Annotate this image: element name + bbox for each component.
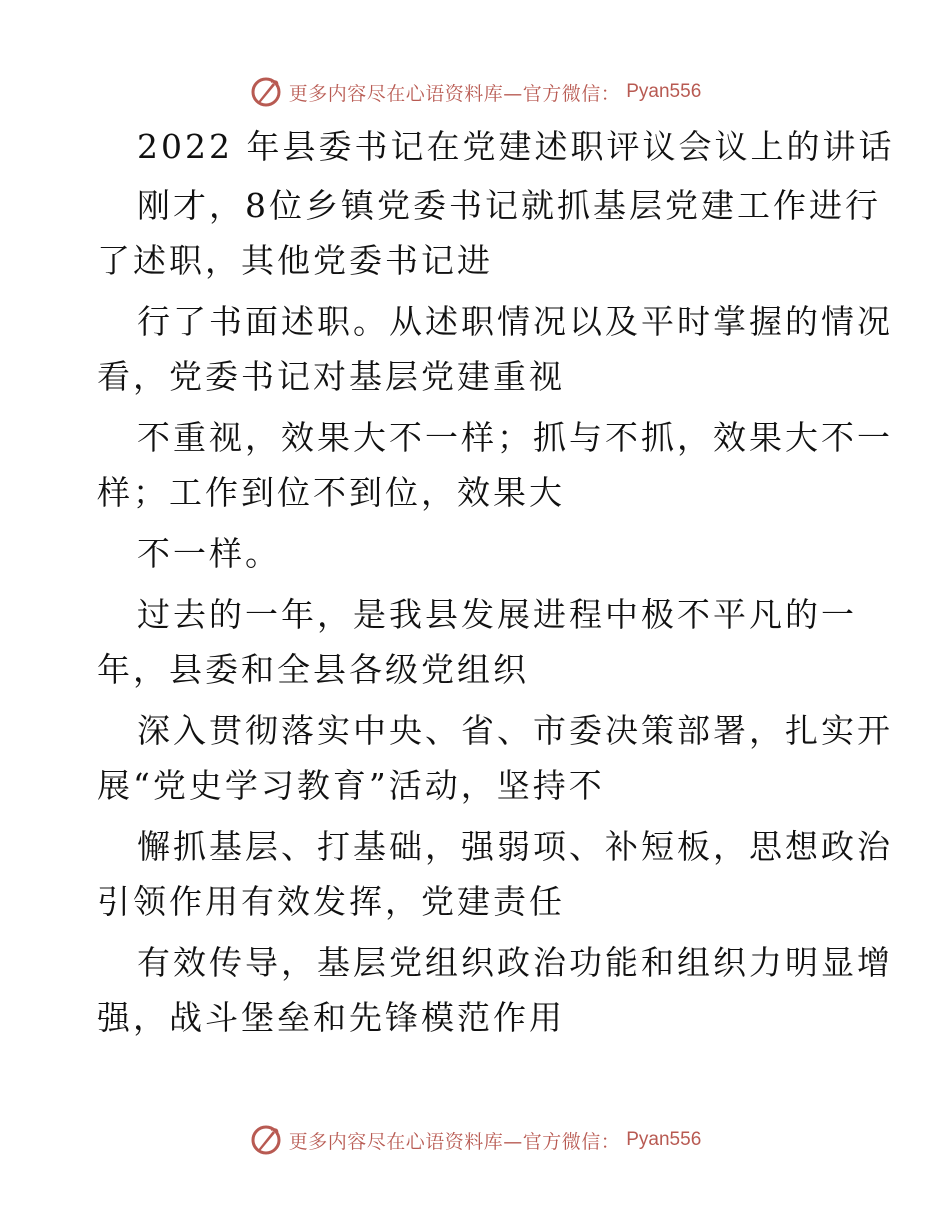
watermark-text: 更多内容尽在心语资料库—官方微信：	[288, 82, 621, 105]
text-line: 展“党史学习教育”活动，坚持不	[97, 766, 605, 805]
text-line: 强，战斗堡垒和先锋模范作用	[97, 998, 565, 1037]
header-watermark	[0, 72, 950, 112]
quill-logo-icon	[249, 1123, 283, 1157]
text-line: 过去的一年，是我县发展进程中极不平凡的一	[137, 595, 857, 634]
text-line: 行了书面述职。从述职情况以及平时掌握的情况	[137, 302, 893, 341]
document-title: 2022 年县委书记在党建述职评议会议上的讲话	[137, 127, 895, 166]
text-line: 有效传导，基层党组织政治功能和组织力明显增	[137, 943, 893, 982]
footer-watermark	[0, 1120, 950, 1160]
watermark-wechat-id: Pyan556	[626, 1129, 702, 1150]
text-line: 了述职，其他党委书记进	[97, 241, 493, 280]
text-line: 引领作用有效发挥，党建责任	[97, 882, 565, 921]
watermark-wechat-id: Pyan556	[626, 81, 702, 102]
text-line: 深入贯彻落实中央、省、市委决策部署，扎实开	[137, 711, 893, 750]
text-line: 看，党委书记对基层党建重视	[97, 357, 565, 396]
text-line: 刚才，8位乡镇党委书记就抓基层党建工作进行	[137, 186, 881, 225]
text-line: 懈抓基层、打基础，强弱项、补短板，思想政治	[137, 827, 893, 866]
text-line: 样；工作到位不到位，效果大	[97, 473, 565, 512]
text-line: 不重视，效果大不一样；抓与不抓，效果大不一	[137, 418, 893, 457]
text-line: 不一样。	[137, 534, 281, 573]
watermark-text: 更多内容尽在心语资料库—官方微信：	[288, 1130, 621, 1153]
text-line: 年，县委和全县各级党组织	[97, 650, 529, 689]
quill-logo-icon	[249, 75, 283, 109]
